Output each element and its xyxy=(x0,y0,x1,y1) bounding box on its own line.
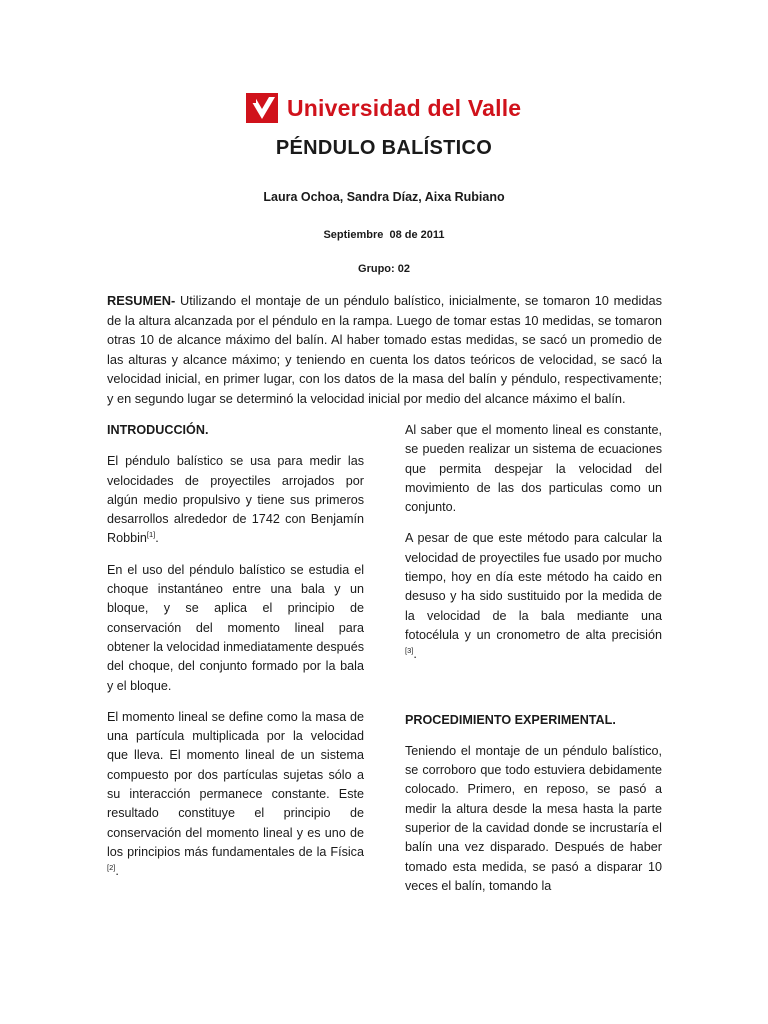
paragraph-end: . xyxy=(115,864,119,879)
spacer xyxy=(405,677,662,711)
institution-name: Universidad del Valle xyxy=(287,94,522,121)
paper-title: PÉNDULO BALÍSTICO xyxy=(275,137,493,159)
right-column xyxy=(405,421,662,908)
paragraph xyxy=(107,708,364,882)
paragraph xyxy=(405,529,662,664)
paragraph-end: . xyxy=(413,647,417,662)
paragraph: Teniendo el montaje de un péndulo balístico, se corroboro que todo estuviera debidamente colocado. Primero, en reposo, se pasó a medir la altura desde la mesa hasta la parte superior de la cavidad donde se incrustaría el balín una vez disparado. Después de haber tomado esta medida, se pasó a disparar 10 veces el balín, tomando la xyxy=(405,743,662,893)
institution-logo xyxy=(246,92,521,124)
paragraph-end: . xyxy=(155,531,159,546)
paragraph: Al saber que el momento lineal es constante, se pueden realizar un sistema de ecuaciones que permita despejar la velocidad del movimiento de las dos particulas como un conjunto. xyxy=(405,423,662,515)
abstract-text: Utilizando el montaje de un péndulo balístico, inicialmente, se tomaron 10 medidas de la altura alcanzada por el péndulo en la rampa. Luego de tomar estas 10 medidas, se tomaron otras 10 de alcance máximo del balín. Al haber tomado estas medidas, se sacó un promedio de las alturas y alcance máximo; y teniendo en cuenta los datos teóricos de velocidad, se sacó la velocidad inicial, en primer lugar, con los datos de la masa del balín y péndulo, respectivamente; y en segundo lugar se determinó la velocidad inicial por medio del alcance máximo el balín. xyxy=(107,293,662,406)
paragraph: En el uso del péndulo balístico se estudia el choque instantáneo entre una bala y un bloque, y se aplica el principio de conservación del momento lineal para obtener la velocidad inmediatamente después del choque, del conjunto formado por la bala y el bloque. xyxy=(107,562,364,693)
section-heading-procedimiento: PROCEDIMIENTO EXPERIMENTAL. xyxy=(405,712,616,727)
citation-ref: [2] xyxy=(107,863,116,873)
paragraph xyxy=(107,452,364,548)
left-column xyxy=(107,421,364,894)
univalle-logo-icon xyxy=(246,93,278,123)
group: Grupo: 02 xyxy=(358,263,410,275)
section-heading-introduccion: INTRODUCCIÓN. xyxy=(107,423,209,437)
citation-ref: [3] xyxy=(405,646,414,656)
paragraph-text: El momento lineal se define como la masa de una partícula multiplicada por la velocidad que lleva. El momento lineal de un sistema compuesto por dos partículas sujetas sólo a su interacción permanece constante. Este resultado constituye el principio de conservación del momento lineal y es uno de los principios más fundamentales de la Física xyxy=(107,709,364,859)
authors: Laura Ochoa, Sandra Díaz, Aixa Rubiano xyxy=(263,190,505,204)
abstract-lead: RESUMEN- xyxy=(107,293,176,308)
paragraph-text: El péndulo balístico se usa para medir las velocidades de proyectiles arrojados por algún medio propulsivo y tiene sus primeros desarrollos alrededor de 1742 con Benjamín Robbin xyxy=(107,454,364,546)
citation-ref: [1] xyxy=(146,530,156,540)
paragraph-text: A pesar de que este método para calcular la velocidad de proyectiles fue usado por mucho tiempo, hoy en día este método ha caido en desuso y ha sido sustituido por la medida de la velocidad de la bala mediante una fotocélula y un cronometro de alta precisión xyxy=(405,531,662,642)
date: Septiembre 08 de 2011 xyxy=(323,229,445,241)
abstract xyxy=(107,291,662,409)
